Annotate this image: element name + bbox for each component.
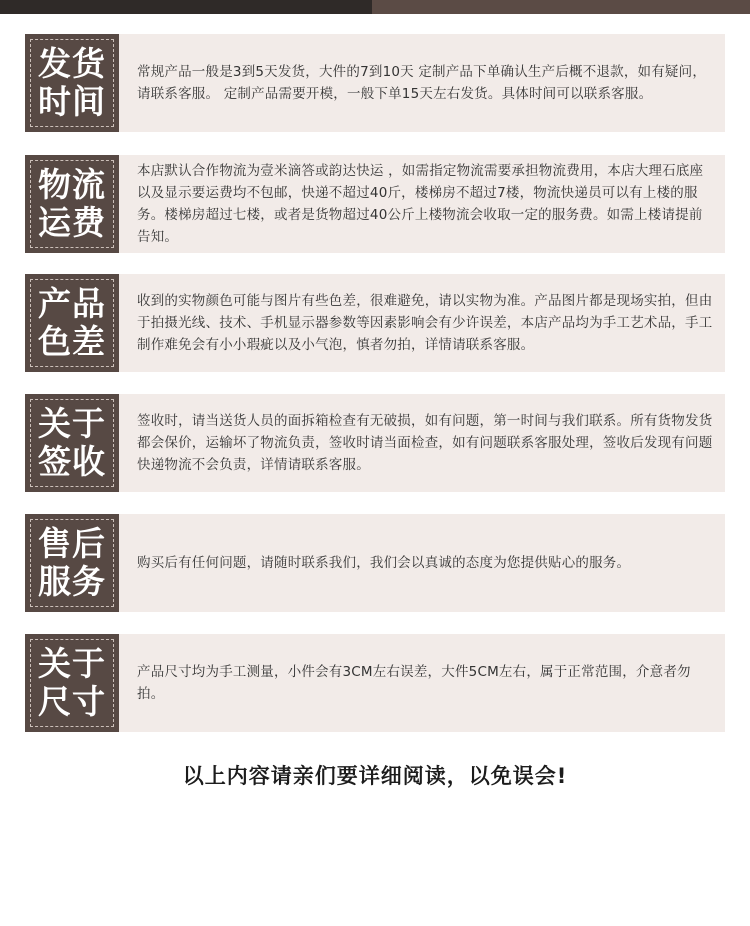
badge-line-1: 关于: [38, 644, 106, 683]
section-text: 签收时，请当送货人员的面拆箱检查有无破损，如有问题，第一时间与我们联系。所有货物发货都会保价，运输坏了物流负责，签收时请当面检查，如有问题联系客服处理，签收后发现有问题快递物流不会负责，详情请联系客服。: [137, 413, 713, 473]
section-badge: [25, 34, 119, 132]
top-banner-left: [0, 0, 372, 14]
section-badge: [25, 155, 119, 253]
section-logistics-fee: [25, 155, 725, 253]
section-dimensions: [25, 634, 725, 732]
section-badge: [25, 634, 119, 732]
top-banner-right: [372, 0, 750, 14]
badge-line-2: 尺寸: [38, 682, 106, 721]
badge-line-1: 产品: [38, 284, 106, 323]
section-shipping-time: [25, 34, 725, 132]
section-badge: [25, 274, 119, 372]
section-text: 购买后有任何问题，请随时联系我们，我们会以真诚的态度为您提供贴心的服务。: [137, 555, 631, 571]
badge-line-2: 签收: [38, 442, 106, 481]
badge-line-2: 服务: [38, 562, 106, 601]
badge-line-1: 发货: [38, 44, 106, 83]
section-color-difference: [25, 274, 725, 372]
top-banner-strip: [0, 0, 750, 14]
section-text: 本店默认合作物流为壹米滴答或韵达快运 ，如需指定物流需要承担物流费用，本店大理石底座以及显示要运费均不包邮，快递不超过40斤，楼梯房不超过7楼，物流快递员可以有上楼的服务。楼梯房超过七楼，或者是货物超过40公斤上楼物流会收取一定的服务费。如需上楼请提前告知。: [137, 163, 704, 245]
section-delivery-receipt: [25, 394, 725, 492]
footer-notice: 以上内容请亲们要详细阅读，以免误会!: [182, 764, 568, 788]
section-text: 产品尺寸均为手工测量，小件会有3CM左右误差，大件5CM左右，属于正常范围，介意者勿拍。: [137, 664, 691, 702]
section-after-sales: [25, 514, 725, 612]
badge-line-2: 时间: [38, 82, 106, 121]
section-badge: [25, 394, 119, 492]
section-text: 收到的实物颜色可能与图片有些色差，很难避免，请以实物为准。产品图片都是现场实拍，但由于拍摄光线、技术、手机显示器参数等因素影响会有少许误差，本店产品均为手工艺术品，手工制作难免会有小小瑕疵以及小气泡，慎者勿拍，详情请联系客服。: [137, 293, 713, 353]
badge-line-1: 关于: [38, 404, 106, 443]
badge-line-1: 售后: [38, 524, 106, 563]
badge-line-1: 物流: [38, 165, 106, 204]
badge-line-2: 色差: [38, 322, 106, 361]
section-text: 常规产品一般是3到5天发货，大件的7到10天 定制产品下单确认生产后概不退款，如有疑问，请联系客服。 定制产品需要开模，一般下单15天左右发货。具体时间可以联系客服。: [137, 64, 707, 102]
badge-line-2: 运费: [38, 203, 106, 242]
section-badge: [25, 514, 119, 612]
